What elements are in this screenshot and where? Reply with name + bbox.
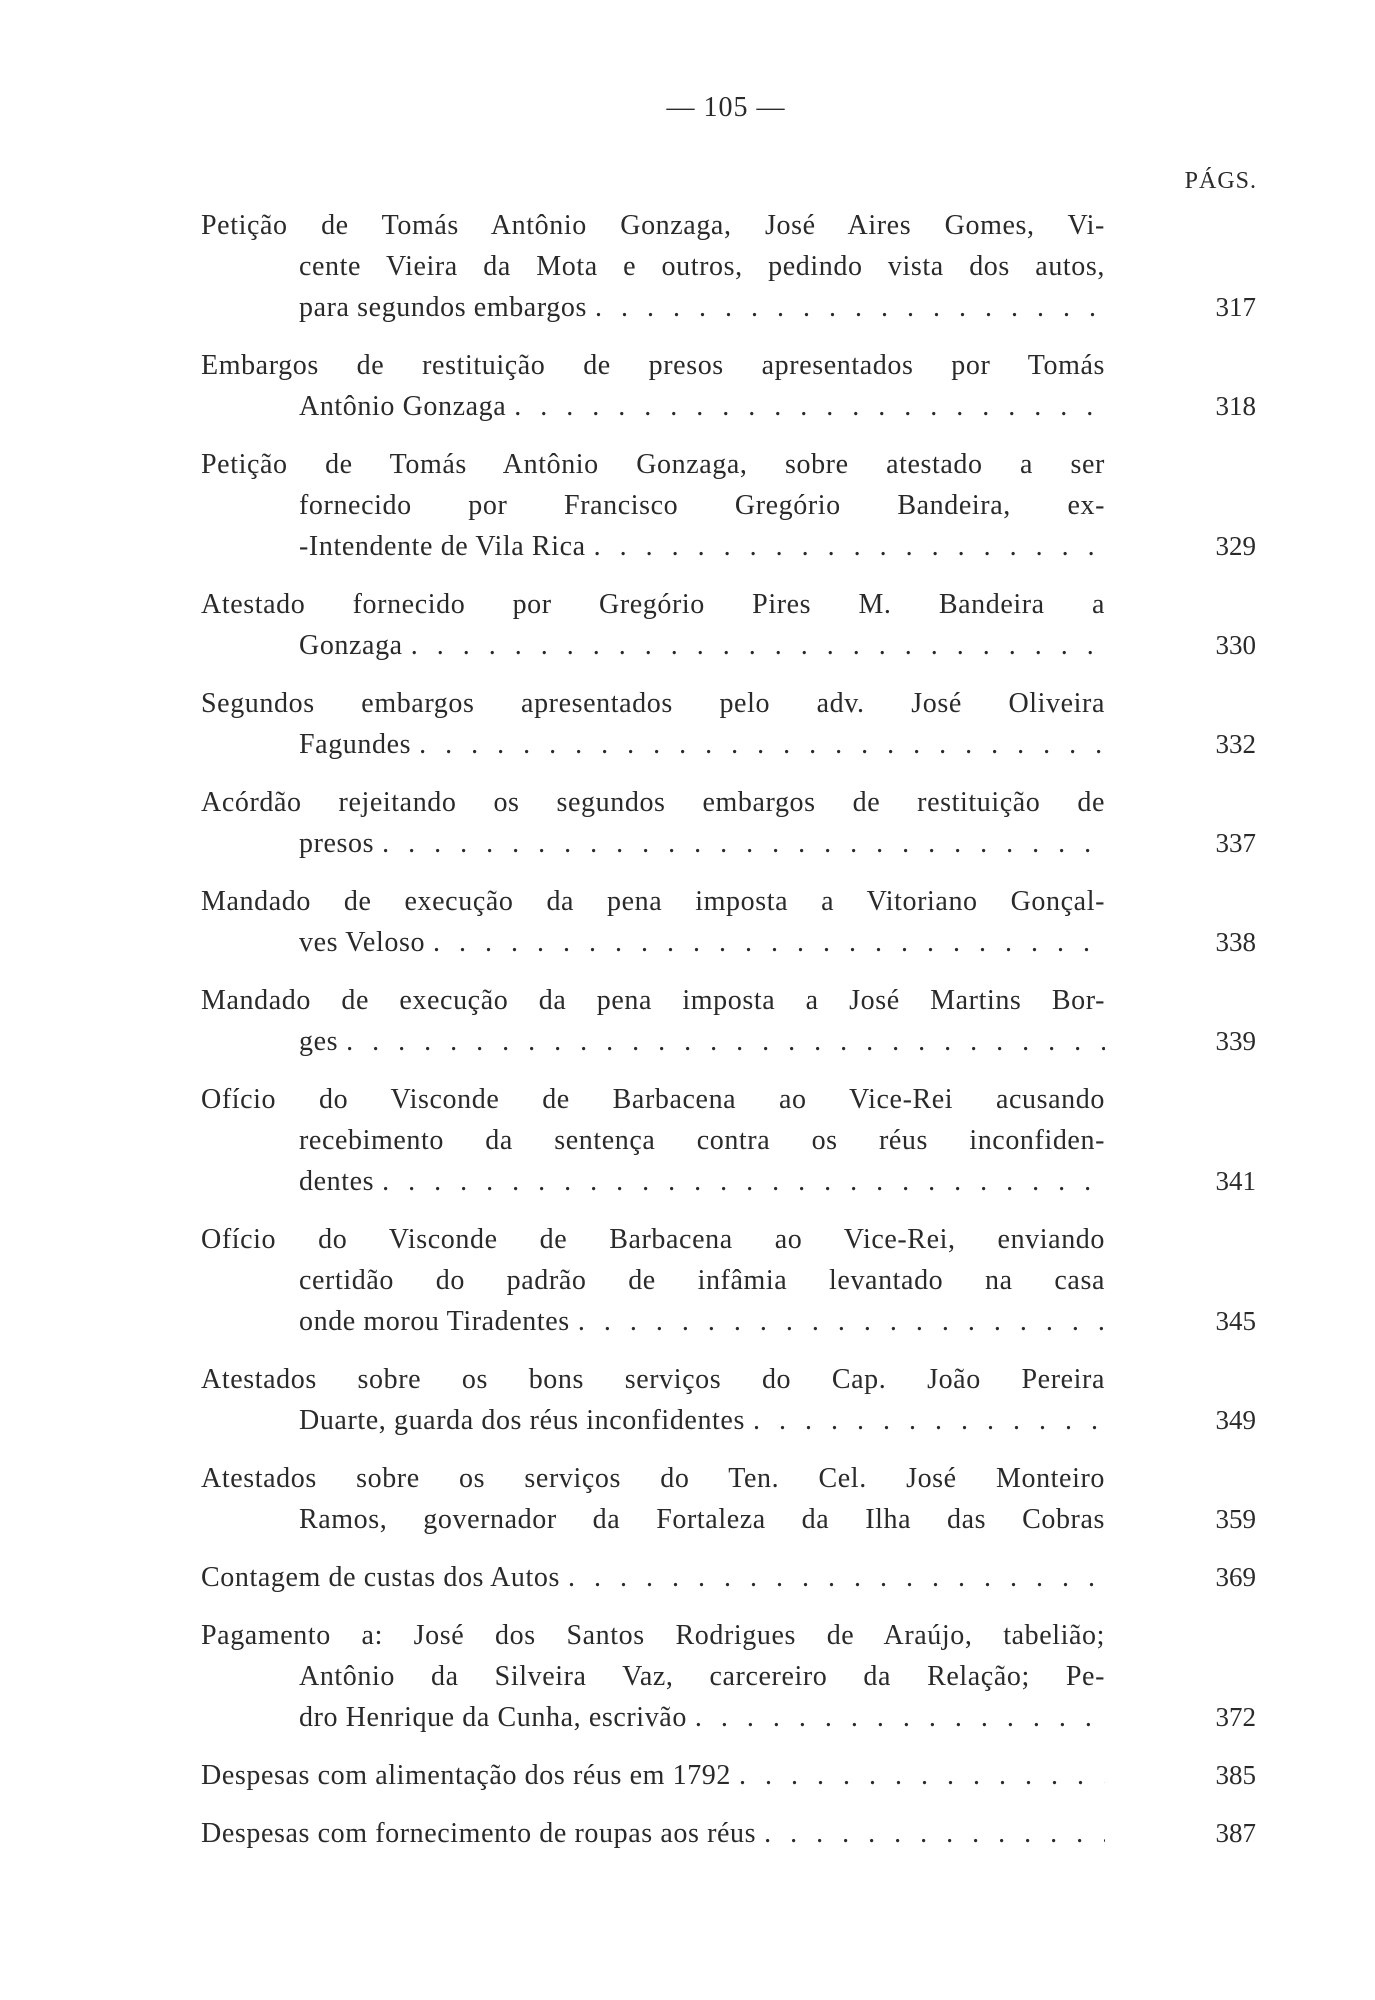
toc-entry-last-row xyxy=(201,526,1256,567)
toc-entry-last-row xyxy=(201,287,1256,328)
toc-page-number: 337 xyxy=(1215,828,1256,858)
toc-entry-text: Despesas com alimentação dos réus em 1792 xyxy=(201,1760,732,1791)
toc-entry-text: Ramos, governador da Fortaleza da Ilha das Cobras xyxy=(299,1504,1105,1535)
toc-entry-last-row xyxy=(201,1813,1256,1854)
toc-entry-last-row xyxy=(201,823,1256,864)
dot-leader xyxy=(695,1697,1105,1738)
toc-entry xyxy=(201,980,1256,1062)
toc-entry-line xyxy=(299,526,1105,567)
toc-entry xyxy=(201,1458,1256,1540)
toc-page-number: 332 xyxy=(1215,729,1256,759)
toc-entry-line: Embargos de restituição de presos apresentados por Tomás xyxy=(201,350,1105,381)
toc-entry-text: ges xyxy=(299,1026,339,1057)
toc-entry-line xyxy=(299,823,1105,864)
toc-entry-last-row xyxy=(201,922,1256,963)
toc-entry-line: recebimento da sentença contra os réus inconfiden- xyxy=(299,1125,1105,1156)
dot-leader xyxy=(411,625,1105,666)
toc-entry-last-row xyxy=(201,724,1256,765)
toc-page-number: 338 xyxy=(1215,927,1256,957)
toc-page-number: 318 xyxy=(1215,391,1256,421)
toc-entry-last-row xyxy=(201,1301,1256,1342)
toc-page-number: 349 xyxy=(1215,1405,1256,1435)
toc-page-number: 385 xyxy=(1215,1760,1256,1790)
toc-entry-text: dentes xyxy=(299,1166,375,1197)
toc-entry-line: fornecido por Francisco Gregório Bandeira, ex- xyxy=(299,490,1105,521)
toc-entry xyxy=(201,1219,1256,1342)
toc-entry-line: cente Vieira da Mota e outros, pedindo vista dos autos, xyxy=(299,251,1105,282)
toc-entry-line xyxy=(299,1301,1105,1342)
toc-entry xyxy=(201,1359,1256,1441)
toc-entry-text: ves Veloso xyxy=(299,927,426,958)
toc-entry xyxy=(201,345,1256,427)
toc-entry-last-row xyxy=(201,1755,1256,1796)
toc-entry-line xyxy=(201,1755,1105,1796)
toc-page-number: 345 xyxy=(1215,1306,1256,1336)
pages-column-header: PÁGS. xyxy=(1184,168,1257,194)
dot-leader xyxy=(568,1557,1105,1598)
toc-entry-line: Segundos embargos apresentados pelo adv. José Oliveira xyxy=(201,688,1105,719)
toc-entry-line: Petição de Tomás Antônio Gonzaga, José Aires Gomes, Vi- xyxy=(201,210,1105,241)
toc-page-number: 329 xyxy=(1215,531,1256,561)
toc-entry-line xyxy=(299,625,1105,666)
toc-entry xyxy=(201,1079,1256,1202)
toc-entry xyxy=(201,1813,1256,1854)
toc-entry-last-row xyxy=(201,1400,1256,1441)
toc-entry-line: Ofício do Visconde de Barbacena ao Vice-Rei acusando xyxy=(201,1084,1105,1115)
toc-entry-text: -Intendente de Vila Rica xyxy=(299,531,586,562)
toc-entry-line: certidão do padrão de infâmia levantado na casa xyxy=(299,1265,1105,1296)
toc-entry-text: Duarte, guarda dos réus inconfidentes xyxy=(299,1405,745,1436)
dot-leader xyxy=(514,386,1105,427)
toc-entry-line xyxy=(299,386,1105,427)
dot-leader xyxy=(382,1161,1105,1202)
toc-entry-line: Antônio da Silveira Vaz, carcereiro da Relação; Pe- xyxy=(299,1661,1105,1692)
toc-entry-line: Petição de Tomás Antônio Gonzaga, sobre atestado a ser xyxy=(201,449,1105,480)
toc-entry-line: Atestado fornecido por Gregório Pires M. Bandeira a xyxy=(201,589,1105,620)
toc-entry-text: onde morou Tiradentes xyxy=(299,1306,570,1337)
toc-entry-last-row xyxy=(201,1161,1256,1202)
toc-entry xyxy=(201,683,1256,765)
toc-entry-last-row xyxy=(201,1499,1256,1540)
toc-entry-last-row xyxy=(201,1021,1256,1062)
toc-entry-line xyxy=(299,922,1105,963)
dot-leader xyxy=(346,1021,1105,1062)
toc-entry-line xyxy=(299,1021,1105,1062)
toc-entry xyxy=(201,584,1256,666)
toc-entry-line xyxy=(201,1557,1105,1598)
toc-entry-last-row xyxy=(201,1557,1256,1598)
toc-entry-line xyxy=(299,287,1105,328)
toc-entry-text: Despesas com fornecimento de roupas aos réus xyxy=(201,1818,757,1849)
toc-entry-last-row xyxy=(201,1697,1256,1738)
toc-entry-line xyxy=(299,1400,1105,1441)
dot-leader xyxy=(578,1301,1105,1342)
toc-entry xyxy=(201,1557,1256,1598)
toc-entry-text: dro Henrique da Cunha, escrivão xyxy=(299,1702,687,1733)
toc-page-number: 359 xyxy=(1215,1504,1256,1534)
dot-leader xyxy=(594,526,1105,567)
toc-entry-line xyxy=(299,1499,1105,1540)
toc-entry-line: Atestados sobre os bons serviços do Cap. João Pereira xyxy=(201,1364,1105,1395)
toc-entry-line: Ofício do Visconde de Barbacena ao Vice-Rei, enviando xyxy=(201,1224,1105,1255)
toc-page-number: 330 xyxy=(1215,630,1256,660)
toc-entry-text: Fagundes xyxy=(299,729,412,760)
toc-entry-text: presos xyxy=(299,828,375,859)
toc-entry-line: Atestados sobre os serviços do Ten. Cel. José Monteiro xyxy=(201,1463,1105,1494)
toc-entry-line xyxy=(201,1813,1105,1854)
toc-entry-text: Antônio Gonzaga xyxy=(299,391,507,422)
toc-entry xyxy=(201,782,1256,864)
toc-entry-text: para segundos embargos xyxy=(299,292,587,323)
page-number: — 105 — xyxy=(666,92,786,123)
toc-entry-text: Gonzaga xyxy=(299,630,403,661)
dot-leader xyxy=(419,724,1105,765)
toc-entry-line xyxy=(299,1161,1105,1202)
toc-page-number: 339 xyxy=(1215,1026,1256,1056)
toc-entry-last-row xyxy=(201,625,1256,666)
dot-leader xyxy=(433,922,1105,963)
toc-page-number: 387 xyxy=(1215,1818,1256,1848)
toc-entry-line: Acórdão rejeitando os segundos embargos de restituição de xyxy=(201,787,1105,818)
toc-entry-line xyxy=(299,724,1105,765)
dot-leader xyxy=(595,287,1105,328)
toc-entry-line: Mandado de execução da pena imposta a José Martins Bor- xyxy=(201,985,1105,1016)
dot-leader xyxy=(382,823,1105,864)
toc-entry-line xyxy=(299,1697,1105,1738)
toc-page-number: 369 xyxy=(1215,1562,1256,1592)
table-of-contents xyxy=(201,205,1256,1871)
toc-entry xyxy=(201,205,1256,328)
toc-page-number: 341 xyxy=(1215,1166,1256,1196)
toc-entry xyxy=(201,1755,1256,1796)
toc-page-number: 317 xyxy=(1215,292,1256,322)
toc-entry xyxy=(201,444,1256,567)
toc-entry-text: Contagem de custas dos Autos xyxy=(201,1562,560,1593)
toc-entry xyxy=(201,881,1256,963)
dot-leader xyxy=(739,1755,1105,1796)
toc-page-number: 372 xyxy=(1215,1702,1256,1732)
toc-entry-line: Pagamento a: José dos Santos Rodrigues de Araújo, tabelião; xyxy=(201,1620,1105,1651)
dot-leader xyxy=(753,1400,1105,1441)
dot-leader xyxy=(764,1813,1105,1854)
toc-entry-line: Mandado de execução da pena imposta a Vitoriano Gonçal- xyxy=(201,886,1105,917)
toc-entry-last-row xyxy=(201,386,1256,427)
toc-entry xyxy=(201,1615,1256,1738)
